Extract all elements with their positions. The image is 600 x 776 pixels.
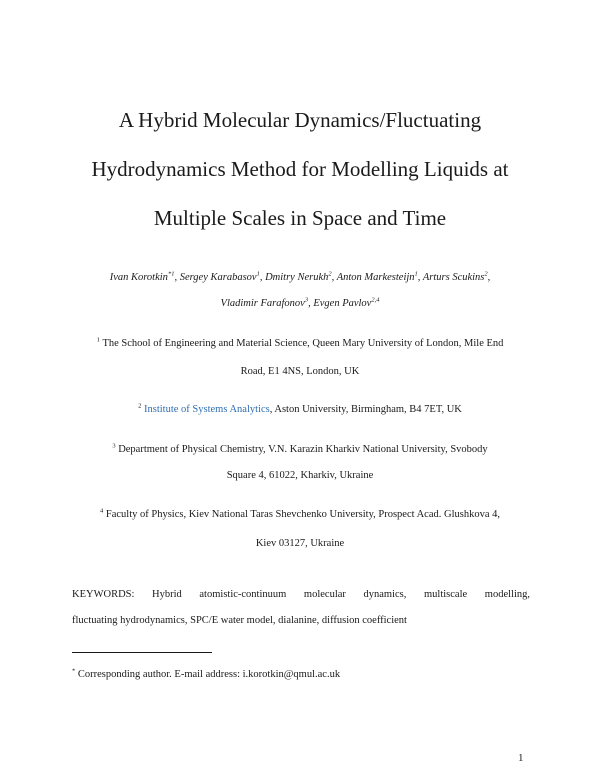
corresponding-author-footnote xyxy=(72,668,340,682)
affiliation-1-line-1 xyxy=(0,337,600,351)
affiliation-3-line-2: Square 4, 61022, Kharkiv, Ukraine xyxy=(226,470,374,481)
affiliation-4-line-2: Kiev 03127, Ukraine xyxy=(255,538,345,549)
paper-title-line-1: A Hybrid Molecular Dynamics/Fluctuating xyxy=(118,108,482,132)
affiliation-1-line-2: Road, E1 4NS, London, UK xyxy=(240,366,360,377)
paper-title-line-3: Multiple Scales in Space and Time xyxy=(153,206,447,230)
author-affiliation-mark: *1 xyxy=(167,270,175,278)
page-number: 1 xyxy=(518,752,524,764)
paper-title-line-2: Hydrodynamics Method for Modelling Liquids at xyxy=(91,157,509,181)
author-separator: , xyxy=(417,272,423,283)
footnote-text: Corresponding author. E-mail address: i.korotkin@qmul.ac.uk xyxy=(77,669,341,680)
author-affiliation-mark: 2 xyxy=(484,270,488,278)
affiliation-mark: 1 xyxy=(96,336,100,344)
author-name: Ivan Korotkin xyxy=(109,272,168,283)
author-affiliation-mark: 1 xyxy=(414,270,418,278)
author-name: Anton Markesteijn xyxy=(336,272,415,283)
author-name: Arturs Scukins xyxy=(422,272,485,283)
author-separator: , xyxy=(331,272,337,283)
affiliation-3-line-1 xyxy=(0,443,600,457)
author-separator: , xyxy=(259,272,266,283)
affiliation-mark: 3 xyxy=(112,442,116,450)
affiliation-2 xyxy=(0,403,600,417)
author-name: Evgen Pavlov xyxy=(313,298,372,309)
keywords-line-2: fluctuating hydrodynamics, SPC/E water model, dialanine, diffusion coefficient xyxy=(72,615,407,626)
affiliation-mark: 4 xyxy=(100,507,104,515)
affiliation-text: Faculty of Physics, Kiev National Taras Shevchenko University, Prospect Acad. Glushkova 4, xyxy=(105,509,500,520)
author-affiliation-mark: 1 xyxy=(256,270,260,278)
footnote-mark: * xyxy=(72,667,76,675)
author-separator: , xyxy=(308,298,314,309)
author-list-line-2 xyxy=(0,297,600,311)
author-separator: , xyxy=(174,272,180,283)
author-separator: , xyxy=(487,272,491,283)
author-name: Vladimir Farafonov xyxy=(220,298,305,309)
author-name: Dmitry Nerukh xyxy=(265,272,329,283)
author-name: Sergey Karabasov xyxy=(179,272,257,283)
keywords-line-1: KEYWORDS: Hybrid atomistic-continuum molecular dynamics, multiscale modelling, xyxy=(72,589,530,600)
institute-of-systems-analytics-link[interactable]: Institute of Systems Analytics xyxy=(143,404,270,415)
affiliation-text: , Aston University, Birmingham, B4 7ET, UK xyxy=(269,404,462,415)
author-affiliation-mark: 2 xyxy=(328,270,332,278)
author-affiliation-mark: 2,4 xyxy=(371,296,380,304)
affiliation-4-line-1 xyxy=(0,508,600,522)
footnote-separator xyxy=(72,652,212,653)
author-affiliation-mark: 3 xyxy=(304,296,309,304)
author-list-line-1 xyxy=(0,271,600,285)
affiliation-text: Department of Physical Chemistry, V.N. Karazin Kharkiv National University, Svobody xyxy=(118,444,488,455)
affiliation-text: The School of Engineering and Material Science, Queen Mary University of London, Mile End xyxy=(102,338,504,349)
affiliation-mark: 2 xyxy=(138,402,142,410)
